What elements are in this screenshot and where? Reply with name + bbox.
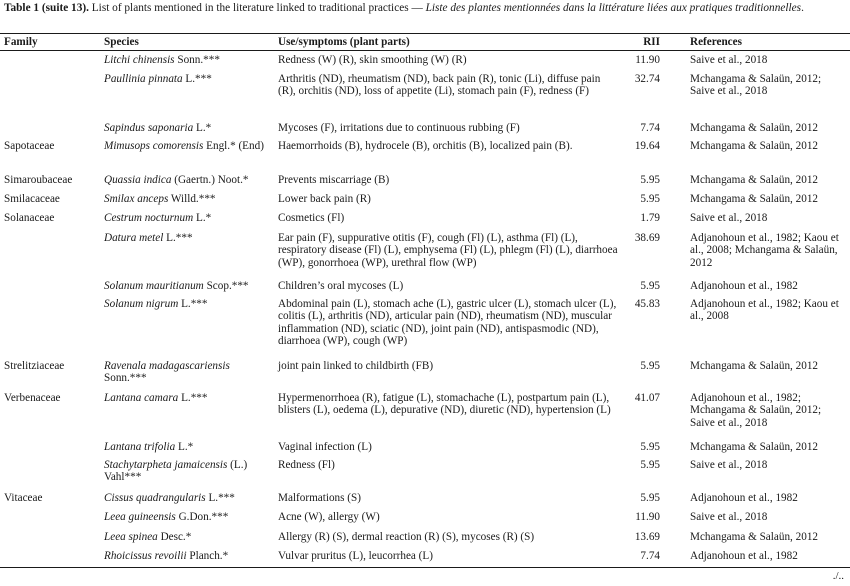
rii-cell: 5.95 [640, 441, 660, 453]
references-cell: Saive et al., 2018 [690, 459, 768, 471]
rii-cell: 7.74 [640, 550, 660, 562]
references-cell: Mchangama & Salaün, 2012 [690, 441, 819, 453]
species-name: Mimusops comorensis [104, 140, 204, 152]
species-cell [104, 550, 274, 562]
species-name: Rhoicissus revoilii [104, 550, 187, 562]
header-rule [0, 50, 850, 51]
species-name: Ravenala madagascariensis [104, 360, 230, 372]
species-name: Stachytarpheta jamaicensis [104, 459, 228, 471]
use-cell: Hypermenorrhoea (R), fatigue (L), stomachache (L), postpartum pain (L), blisters (L), oedema (L), depurative (ND), diuretic (ND), hypertension (L) [278, 392, 611, 417]
species-author: Scop.*** [203, 280, 249, 292]
references-cell: Mchangama & Salaün, 2012 [690, 140, 819, 152]
species-author: Engl.* (End) [203, 140, 264, 152]
header-species: Species [104, 36, 139, 48]
references-cell: Adjanohoun et al., 1982; Kaou et al., 2008 [690, 298, 839, 323]
use-cell: Malformations (S) [278, 492, 361, 504]
rii-cell: 13.69 [634, 531, 660, 543]
species-cell [104, 441, 274, 453]
species-cell [104, 298, 274, 310]
use-cell: Children’s oral mycoses (L) [278, 280, 404, 292]
species-cell [104, 212, 274, 224]
species-cell [104, 280, 274, 292]
species-cell [104, 531, 274, 543]
species-author: L.*** [178, 298, 208, 310]
family-cell: Solanaceae [4, 212, 55, 224]
species-author: G.Don.*** [175, 511, 229, 523]
header-references: References [690, 36, 742, 48]
family-cell: Sapotaceae [4, 140, 55, 152]
caption-end: . [801, 2, 804, 14]
rii-cell: 19.64 [634, 140, 660, 152]
species-cell [104, 459, 274, 484]
species-name: Quassia indica [104, 174, 172, 186]
references-cell: Saive et al., 2018 [690, 212, 768, 224]
use-cell: Mycoses (F), irritations due to continuous rubbing (F) [278, 122, 520, 134]
header-family: Family [4, 36, 38, 48]
use-cell: Cosmetics (Fl) [278, 212, 345, 224]
species-name: Cissus quadrangularis [104, 492, 206, 504]
references-cell: Mchangama & Salaün, 2012 [690, 531, 819, 543]
species-name: Litchi chinensis [104, 54, 175, 66]
species-name: Smilax anceps [104, 193, 169, 205]
species-cell [104, 193, 274, 205]
continued-mark: ./.. [832, 570, 844, 582]
header-use: Use/symptoms (plant parts) [278, 36, 410, 48]
references-cell: Adjanohoun et al., 1982 [690, 280, 798, 292]
rii-cell: 5.95 [640, 193, 660, 205]
references-cell: Mchangama & Salaün, 2012 [690, 360, 819, 372]
species-name: Cestrum nocturnum [104, 212, 194, 224]
family-cell: Verbenaceae [4, 392, 61, 404]
family-cell: Vitaceae [4, 492, 43, 504]
rii-cell: 41.07 [634, 392, 660, 404]
rii-cell: 38.69 [634, 232, 660, 244]
use-cell: Ear pain (F), suppurative otitis (F), cough (Fl) (L), asthma (Fl) (L), respiratory disease (Fl) (L), emphysema (Fl) (L), phlegm (Fl) (L), diarrhoea (WP), gonorrhoea (WP), urethral flow (WP) [278, 232, 618, 269]
rii-cell: 45.83 [634, 298, 660, 310]
rii-cell: 1.79 [640, 212, 660, 224]
species-author: (L.) Vahl*** [104, 459, 248, 484]
use-cell: Allergy (R) (S), dermal reaction (R) (S), mycoses (R) (S) [278, 531, 535, 543]
references-cell: Adjanohoun et al., 1982 [690, 550, 798, 562]
species-cell [104, 232, 274, 244]
species-name: Leea spinea [104, 531, 158, 543]
species-author: L.*** [205, 492, 235, 504]
rii-cell: 5.95 [640, 492, 660, 504]
species-cell [104, 174, 274, 186]
species-author: L.*** [178, 392, 208, 404]
species-author: L.*** [182, 73, 212, 85]
rii-cell: 5.95 [640, 280, 660, 292]
species-cell [104, 360, 274, 385]
use-cell: Lower back pain (R) [278, 193, 371, 205]
species-cell [104, 511, 274, 523]
references-cell: Mchangama & Salaün, 2012 [690, 193, 819, 205]
references-cell: Mchangama & Salaün, 2012; Saive et al., 2018 [690, 73, 822, 98]
use-cell: Vulvar pruritus (L), leucorrhea (L) [278, 550, 433, 562]
references-cell: Adjanohoun et al., 1982; Kaou et al., 2008; Mchangama & Salaün, 2012 [690, 232, 839, 269]
rii-cell: 7.74 [640, 122, 660, 134]
rii-cell: 11.90 [635, 54, 660, 66]
references-cell: Saive et al., 2018 [690, 54, 768, 66]
species-author: L.* [175, 441, 194, 453]
species-author: Desc.* [157, 531, 192, 543]
species-author: L.* [193, 212, 212, 224]
references-cell: Adjanohoun et al., 1982 [690, 492, 798, 504]
use-cell: Redness (Fl) [278, 459, 335, 471]
use-cell: joint pain linked to childbirth (FB) [278, 360, 434, 372]
species-cell [104, 492, 274, 504]
family-cell: Strelitziaceae [4, 360, 65, 372]
species-name: Paullinia pinnata [104, 73, 183, 85]
rii-cell: 5.95 [640, 360, 660, 372]
rii-cell: 11.90 [635, 511, 660, 523]
use-cell: Haemorrhoids (B), hydrocele (B), orchitis (B), localized pain (B). [278, 140, 573, 152]
species-cell [104, 54, 274, 66]
species-name: Lantana trifolia [104, 441, 176, 453]
references-cell: Saive et al., 2018 [690, 511, 768, 523]
species-author: L.*** [163, 232, 193, 244]
rii-cell: 5.95 [640, 459, 660, 471]
family-cell: Simaroubaceae [4, 174, 73, 186]
bottom-rule [0, 567, 850, 568]
species-cell [104, 140, 274, 152]
use-cell: Vaginal infection (L) [278, 441, 372, 453]
species-cell [104, 392, 274, 404]
species-name: Lantana camara [104, 392, 179, 404]
species-name: Solanum nigrum [104, 298, 179, 310]
species-name: Leea guineensis [104, 511, 176, 523]
use-cell: Acne (W), allergy (W) [278, 511, 380, 523]
species-author: (Gaertn.) Noot.* [171, 174, 249, 186]
references-cell: Mchangama & Salaün, 2012 [690, 122, 819, 134]
table-caption [4, 2, 846, 15]
species-cell [104, 122, 274, 134]
species-cell [104, 73, 274, 85]
caption-label: Table 1 (suite 13). [4, 2, 89, 14]
rii-cell: 5.95 [640, 174, 660, 186]
use-cell: Arthritis (ND), rheumatism (ND), back pain (R), tonic (Li), diffuse pain (R), orchitis (ND), loss of appetite (Li), stomach pain (F), redness (F) [278, 73, 601, 98]
species-author: L.* [193, 122, 212, 134]
species-author: Sonn.*** [104, 372, 147, 385]
header-rii: RII [643, 36, 660, 48]
species-name: Datura metel [104, 232, 164, 244]
caption-french: Liste des plantes mentionnées dans la littérature liées aux pratiques traditionnelles [425, 2, 802, 14]
species-author: Sonn.*** [174, 54, 220, 66]
species-author: Willd.*** [168, 193, 216, 205]
caption-english: List of plants mentioned in the literature linked to traditional practices — [88, 2, 426, 14]
use-cell: Redness (W) (R), skin smoothing (W) (R) [278, 54, 467, 66]
top-rule [0, 33, 850, 34]
references-cell: Mchangama & Salaün, 2012 [690, 174, 819, 186]
use-cell: Abdominal pain (L), stomach ache (L), gastric ulcer (L), stomach ulcer (L), colitis (L), arthritis (ND), articular pain (ND), rheumatism (ND), muscular inflammation (ND), sciatic (ND), joint pain (ND), antispasmodic (ND), diarrhoea (WP), cough (WP) [278, 298, 617, 348]
use-cell: Prevents miscarriage (B) [278, 174, 390, 186]
species-name: Sapindus saponaria [104, 122, 194, 134]
species-name: Solanum mauritianum [104, 280, 204, 292]
references-cell: Adjanohoun et al., 1982; Mchangama & Salaün, 2012; Saive et al., 2018 [690, 392, 822, 429]
species-author: Planch.* [186, 550, 229, 562]
rii-cell: 32.74 [634, 73, 660, 85]
family-cell: Smilacaceae [4, 193, 60, 205]
